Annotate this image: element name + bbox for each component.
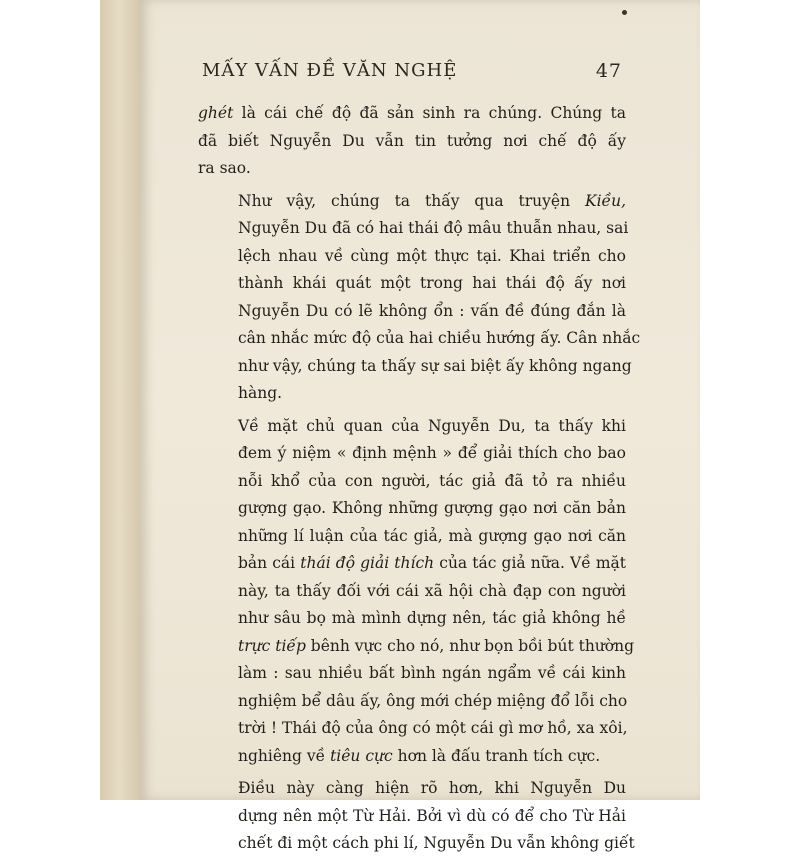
- text-line: [198, 353, 632, 381]
- text-run: những lí luận của tác giả, mà gượng gạo nơi căn: [238, 526, 626, 545]
- text-run: trời ! Thái độ của ông có một cái gì mơ hồ, xa xôi,: [238, 719, 628, 737]
- text-run: nghiêng về: [238, 746, 331, 765]
- text-run: như sâu bọ mà mình dựng nên, tác giả không hề: [238, 609, 626, 627]
- text-run: bản cái: [238, 554, 301, 572]
- text-line: [198, 578, 626, 606]
- text-run: dựng nên một Từ Hải. Bởi vì dù có để cho Từ Hải: [238, 806, 626, 825]
- text-line: [198, 270, 626, 298]
- text-line: [198, 100, 626, 128]
- text-line: [198, 715, 626, 743]
- text-line: [198, 440, 626, 468]
- text-line: [198, 215, 629, 243]
- text-run: nghiệm bể dâu ấy, ông mới chép miệng đổ lỗi cho: [238, 691, 628, 710]
- italic-text: ghét: [198, 104, 234, 122]
- text-line: [198, 325, 641, 353]
- italic-text: trực tiếp: [238, 636, 306, 655]
- text-run: nỗi khổ của con người, tác giả đã tỏ ra nhiều: [238, 471, 626, 490]
- text-run: Như vậy, chúng ta thấy qua truyện: [238, 191, 586, 210]
- text-line: [198, 523, 626, 551]
- text-run: này, ta thấy đối với cái xã hội chà đạp con người: [238, 581, 626, 600]
- text-run: làm : sau nhiều bất bình ngán ngẩm về cái kinh: [238, 664, 626, 682]
- text-line: [198, 380, 626, 408]
- text-line: [198, 830, 635, 858]
- italic-text: thái độ giải thích: [300, 554, 435, 572]
- text-line: [198, 660, 626, 688]
- text-run: của tác giả nữa. Về mặt: [434, 554, 626, 572]
- ink-speck: [622, 10, 627, 15]
- text-line: [198, 775, 626, 803]
- italic-text: tiêu cực: [330, 746, 393, 765]
- paragraph: [198, 188, 641, 408]
- text-line: [198, 128, 626, 156]
- text-line: [198, 188, 626, 216]
- text-run: Về mặt chủ quan của Nguyễn Du, ta thấy khi: [238, 416, 626, 435]
- text-run: đem ý niệm « định mệnh » để giải thích cho bao: [238, 444, 626, 462]
- text-run: hàng.: [238, 384, 283, 402]
- text-line: [198, 688, 626, 716]
- body-text: [198, 100, 641, 863]
- italic-text: Kiều,: [585, 191, 626, 210]
- text-run: hơn là đấu tranh tích cực.: [392, 746, 601, 765]
- text-run: cân nhắc mức độ của hai chiều hướng ấy. Cân nhắc: [238, 329, 641, 347]
- text-run: bênh vực cho nó, như bọn bồi bút thường: [305, 636, 635, 655]
- text-line: [198, 803, 626, 831]
- paragraph: [198, 775, 635, 858]
- text-run: thành khái quát một trong hai thái độ ấy nơi: [238, 274, 626, 292]
- text-run: chết đi một cách phi lí, Nguyễn Du vẫn không giết: [238, 834, 635, 852]
- text-run: ra sao.: [198, 159, 251, 177]
- text-run: Điều này càng hiện rõ hơn, khi Nguyễn Du: [238, 779, 626, 797]
- text-line: [198, 155, 626, 183]
- text-run: Nguyễn Du có lẽ không ổn : vấn đề đúng đắn là: [238, 301, 626, 320]
- text-line: [198, 413, 626, 441]
- page-number: 47: [595, 60, 622, 82]
- text-line: [198, 298, 626, 326]
- running-header-title: MẤY VẤN ĐỀ VĂN NGHỆ: [202, 60, 458, 81]
- text-line: [198, 468, 626, 496]
- text-line: [198, 243, 626, 271]
- text-line: [198, 743, 626, 771]
- text-run: như vậy, chúng ta thấy sự sai biệt ấy không ngang: [238, 356, 632, 375]
- text-line: [198, 550, 626, 578]
- text-run: là cái chế độ đã sản sinh ra chúng. Chúng ta: [233, 104, 626, 122]
- text-run: đã biết Nguyễn Du vẫn tin tưởng nơi chế độ ấy: [198, 131, 626, 150]
- text-line: [198, 495, 626, 523]
- text-line: [198, 605, 626, 633]
- text-run: Nguyễn Du đã có hai thái độ mâu thuẫn nhau, sai: [238, 219, 629, 237]
- text-line: [198, 633, 635, 661]
- text-run: gượng gạo. Không những gượng gạo nơi căn bản: [238, 499, 626, 517]
- running-header: [202, 56, 622, 88]
- paragraph: [198, 413, 635, 771]
- paragraph: [198, 100, 626, 183]
- text-run: lệch nhau về cùng một thực tại. Khai triển cho: [238, 246, 626, 265]
